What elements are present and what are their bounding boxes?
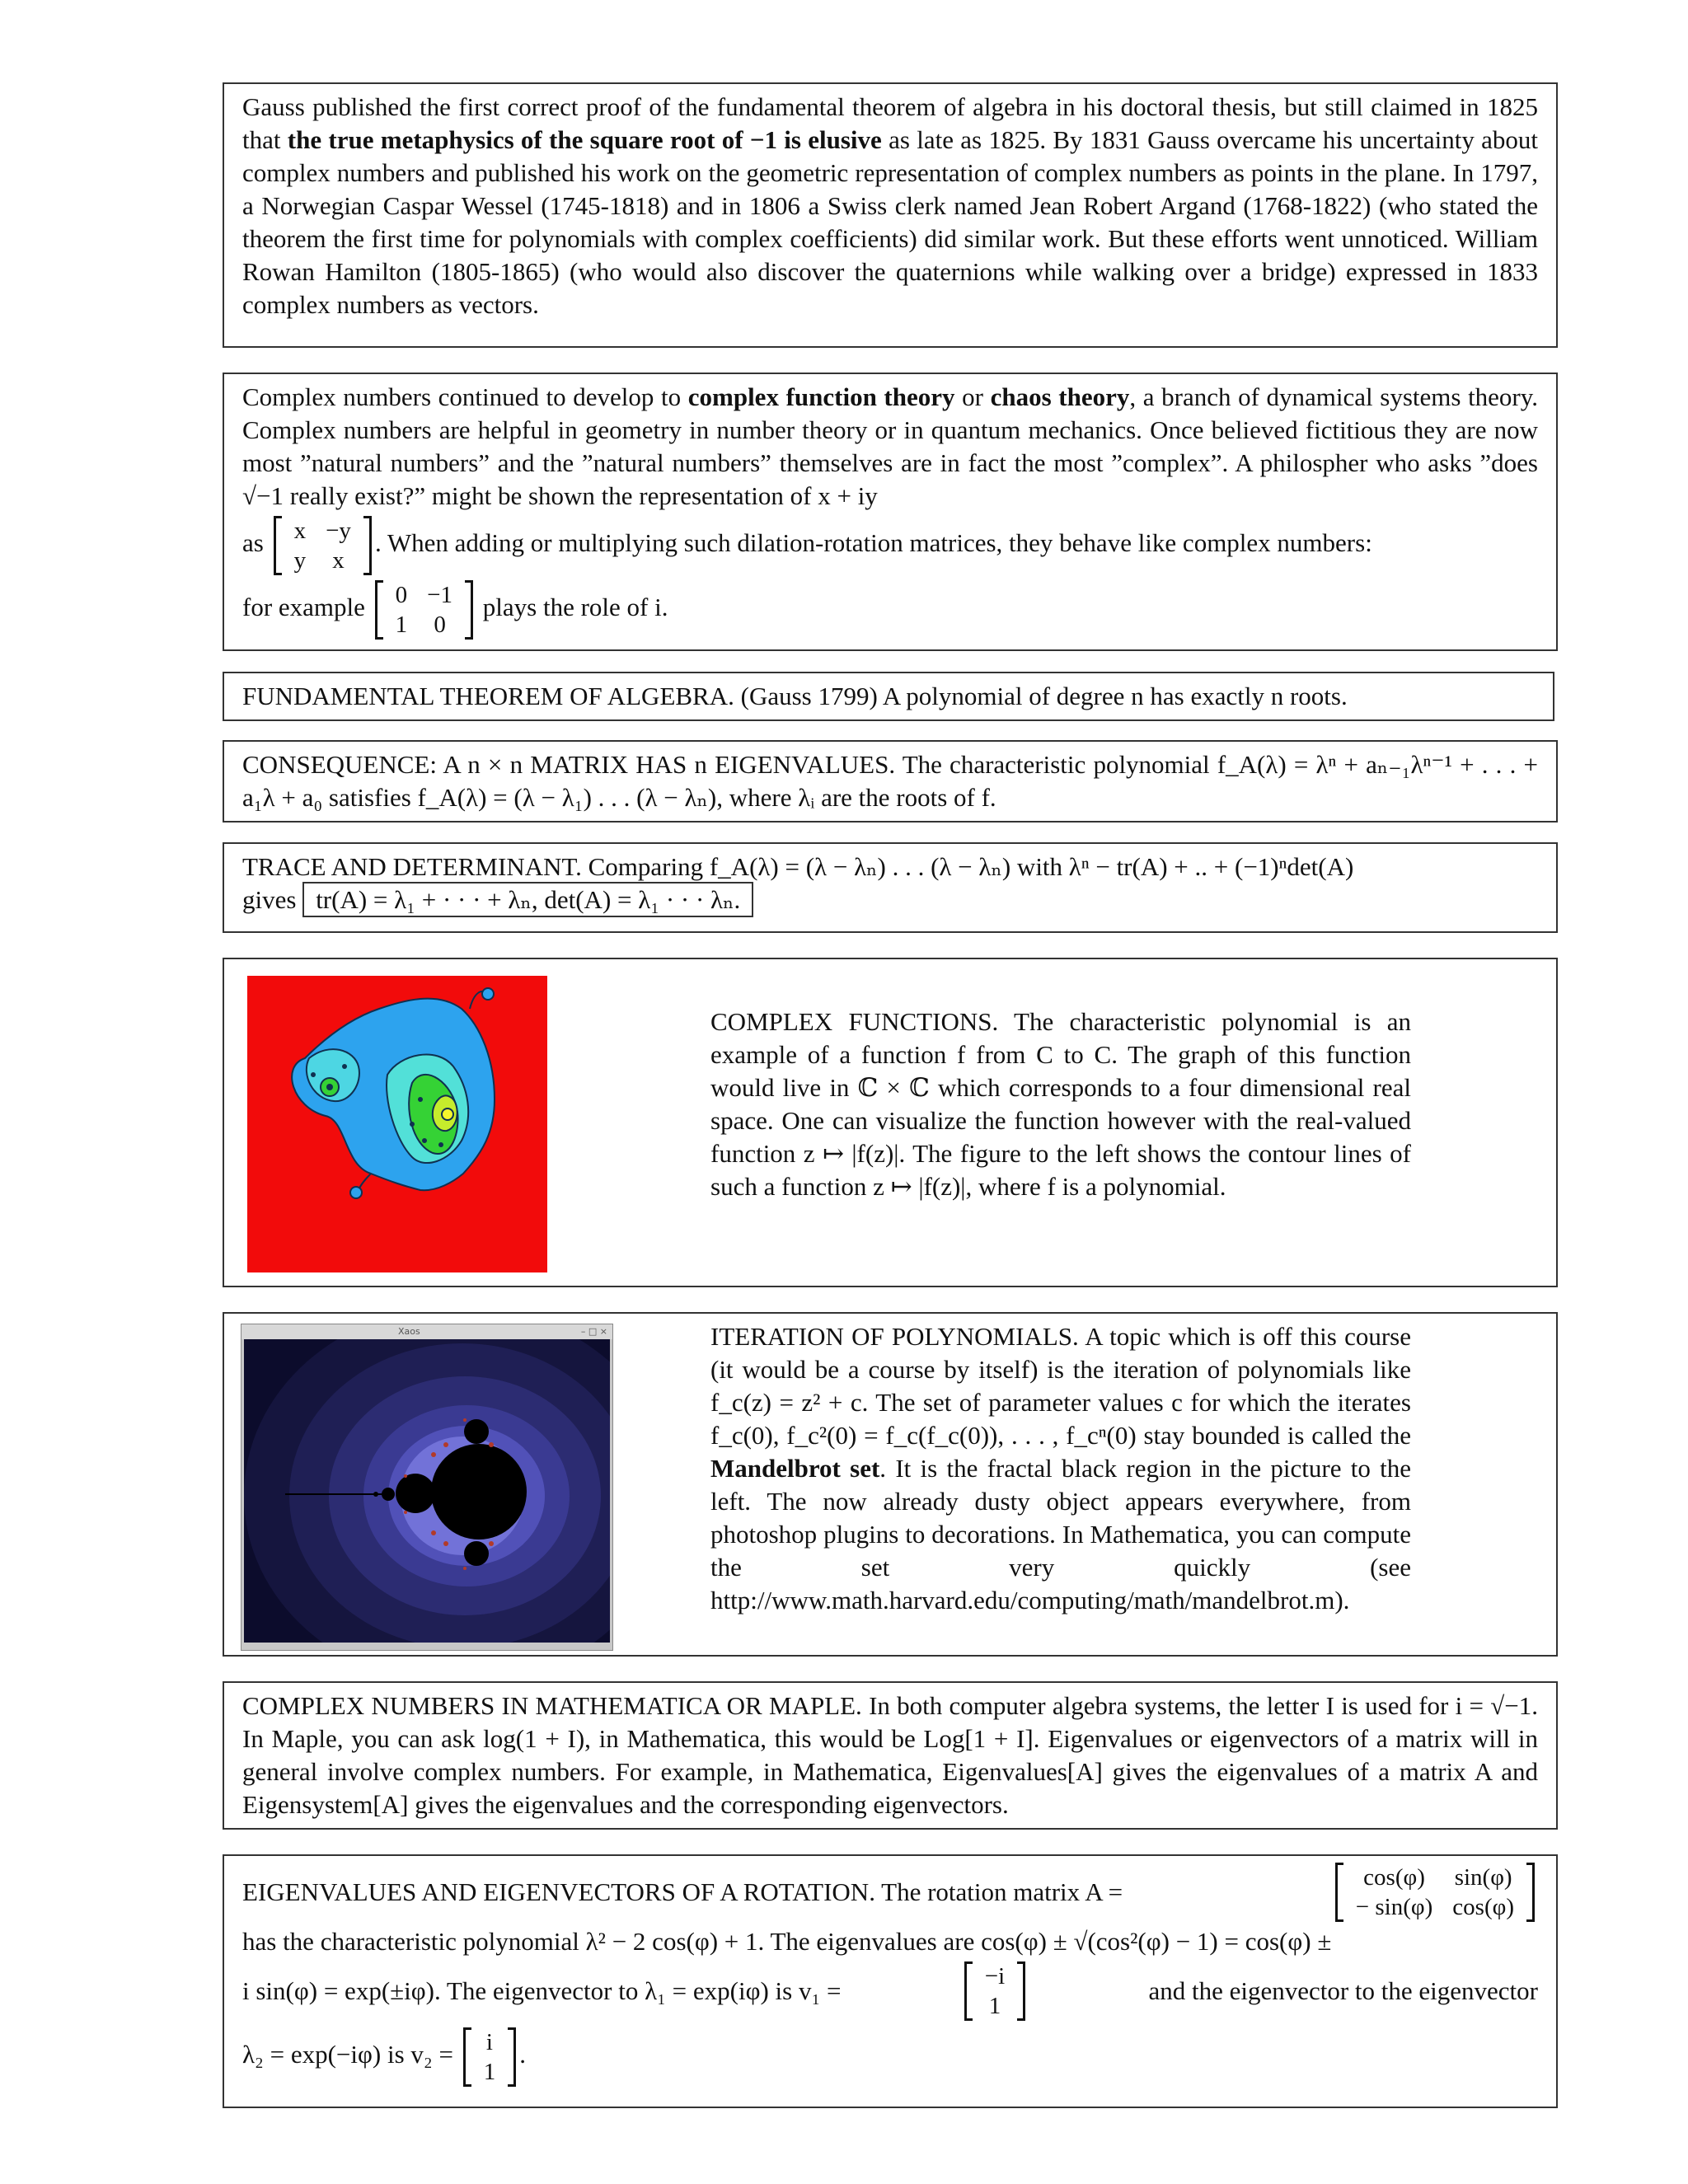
vector-v1: [975, 1961, 1015, 2021]
develop-text-5: plays the role of i.: [482, 593, 668, 622]
rotation-text-3: i sin(φ) = exp(±iφ). The eigenvector to λ₁ = exp(iφ) is v₁ =: [242, 1976, 842, 2005]
m1-cell: x: [332, 547, 345, 574]
rotation-matrix: [1335, 1863, 1535, 1922]
complex-functions-text: COMPLEX FUNCTIONS. The characteristic polynomial is an example of a function f from C to C. The graph of this function would live in ℂ × ℂ which corresponds to a four dimensional real space. One can visualize the function however with the real-valued function z ↦ |f(z)|. The figure to the left shows the contour lines of such a function z ↦ |f(z)|, where f is a polynomial.: [710, 1007, 1411, 1201]
dilation-rotation-matrix: [274, 516, 372, 575]
consequence-text: CONSEQUENCE: A n × n MATRIX HAS n EIGENVALUES. The characteristic polynomial f_A(λ) = λⁿ + aₙ₋₁λⁿ⁻¹ + . . . + a₁λ + a₀ satisfies f_A(λ) = (λ − λ₁) . . . (λ − λₙ), where λᵢ are the roots of f.: [242, 750, 1538, 812]
xaos-title: Xaos: [398, 1326, 420, 1337]
develop-text-2: or: [954, 382, 991, 411]
mA-cell: cos(φ): [1363, 1864, 1425, 1891]
develop-bold-2: chaos theory: [990, 382, 1130, 411]
m2-row: [386, 580, 462, 610]
m1-cell: −y: [326, 518, 351, 544]
m2-cell: 0: [395, 582, 408, 608]
m1-row: [284, 546, 361, 575]
rotation-text-2: has the characteristic polynomial λ² − 2 cos(φ) + 1. The eigenvalues are cos(φ) ± √(cos²(φ) − 1) = cos(φ) ±: [242, 1927, 1332, 1956]
iteration-text-2: . It is the fractal black region in the picture to the left. The now already dusty object appears everywhere, from photoshop plugins to decorations. In Mathematica, you can compute the set very quickly (see http://www.math.harvard.edu/computing/math/mandelbrot.m).: [710, 1454, 1411, 1615]
xaos-titlebar: [241, 1324, 612, 1339]
rotation-line-4: [242, 2027, 1538, 2087]
v1-row: [975, 1961, 1015, 1991]
matrix-a: [1346, 1863, 1524, 1922]
v2-cell: 1: [483, 2059, 496, 2085]
fta-box: [223, 672, 1554, 721]
i-matrix: [375, 580, 473, 640]
eigenvector-v1: [964, 1961, 1025, 2021]
rotation-text-4: and the eigenvector to the eigenvector: [1148, 1976, 1538, 2005]
develop-text-4: . When adding or multiplying such dilation-rotation matrices, they behave like complex numbers:: [374, 528, 1372, 558]
m1-cell: y: [293, 547, 307, 574]
gauss-bold: the true metaphysics of the square root of −1 is elusive: [287, 125, 882, 154]
mA-cell: cos(φ): [1452, 1894, 1514, 1920]
m2-cell: 0: [434, 612, 446, 638]
trace-det-formula: tr(A) = λ₁ + · · · + λₙ, det(A) = λ₁ · · · λₙ.: [302, 882, 753, 917]
m2-cell: −1: [427, 582, 453, 608]
fta-text: FUNDAMENTAL THEOREM OF ALGEBRA. (Gauss 1799) A polynomial of degree n has exactly n roots.: [242, 682, 1348, 710]
for-example-label: for example: [242, 593, 365, 622]
as-label: as: [242, 528, 264, 558]
rotation-text-6: .: [519, 2040, 526, 2069]
matrix-m1: [284, 516, 361, 575]
gives-label: gives: [242, 885, 297, 914]
rotation-box: [223, 1854, 1558, 2108]
xaos-controls[interactable]: – □ ×: [580, 1326, 607, 1337]
software-text: COMPLEX NUMBERS IN MATHEMATICA OR MAPLE. In both computer algebra systems, the letter I is used for i = √−1. In Maple, you can ask log(1 + I), in Mathematica, this would be Log[1 + I]. Eigenvalues or eigenvectors of a matrix will in general involve complex numbers. For example, in Mathematica, Eigenvalues[A] gives the eigenvalues of a matrix A and Eigensystem[A] gives the eigenvalues and the corresponding eigenvectors.: [242, 1691, 1538, 1819]
software-box: [223, 1681, 1558, 1830]
gauss-text-1: Gauss published the first correct proof of the fundamental theorem of algebra in his doctoral thesis, but still claimed in 1825 that: [242, 92, 1538, 154]
matrix-m2: [386, 580, 462, 640]
v1-cell: −i: [984, 1963, 1006, 1990]
iteration-box: [223, 1312, 1558, 1657]
gauss-history-box: [223, 82, 1558, 348]
example-line: [242, 580, 1538, 640]
xaos-window: [241, 1324, 613, 1651]
m1-row: [284, 516, 361, 546]
matrix-line: [242, 516, 1538, 575]
contour-plot-image: [247, 976, 547, 1272]
v2-cell: i: [485, 2029, 493, 2055]
develop-text-3: , a branch of dynamical systems theory. Complex numbers are helpful in geometry in number theory or in quantum mechanics. Once believed fictitious they are now most ”natural numbers” and the ”natural numbers” themselves are in fact the most ”complex”. A philospher who asks ”does √−1 really exist?” might be shown the representation of x + iy: [242, 382, 1538, 510]
eigenvector-v2: [463, 2027, 517, 2087]
complex-functions-box: [223, 958, 1558, 1287]
complex-development-box: [223, 373, 1558, 651]
develop-text-1: Complex numbers continued to develop to: [242, 382, 688, 411]
trace-line-2: [242, 883, 1538, 916]
v2-row: [474, 2027, 506, 2057]
mandelbrot-bold: Mandelbrot set: [710, 1454, 880, 1483]
mandelbrot-svg: [244, 1339, 610, 1643]
gauss-text-2: as late as 1825. By 1831 Gauss overcame his uncertainty about complex numbers and published his work on the geometric representation of complex numbers as points in the plane. In 1797, a Norwegian Caspar Wessel (1745-1818) and in 1806 a Swiss clerk named Jean Robert Argand (1768-1822) (who stated the theorem the first time for polynomials with complex coefficients) did similar work. But these efforts went unnoticed. William Rowan Hamilton (1805-1865) (who would also discover the quaternions while walking over a bridge) expressed in 1833 complex numbers as vectors.: [242, 125, 1538, 319]
consequence-box: [223, 740, 1558, 823]
rotation-text-5: λ₂ = exp(−iφ) is v₂ =: [242, 2040, 453, 2069]
v2-row: [474, 2057, 506, 2087]
mA-row: [1346, 1863, 1524, 1892]
trace-determinant-box: [223, 842, 1558, 933]
rotation-line-1: [242, 1863, 1538, 1922]
v1-row: [975, 1991, 1015, 2021]
vector-v2: [474, 2027, 506, 2087]
contour-plot-svg: [247, 976, 547, 1272]
iteration-text: [710, 1320, 1411, 1617]
rotation-line-3: [242, 1961, 1538, 2021]
mA-cell: − sin(φ): [1355, 1894, 1433, 1920]
mA-cell: sin(φ): [1454, 1864, 1512, 1891]
develop-bold-1: complex function theory: [687, 382, 955, 411]
rotation-text-1: EIGENVALUES AND EIGENVECTORS OF A ROTATION. The rotation matrix A =: [242, 1877, 1123, 1906]
m2-cell: 1: [395, 612, 408, 638]
mA-row: [1346, 1892, 1524, 1922]
v1-cell: 1: [988, 1993, 1001, 2019]
m1-cell: x: [293, 518, 307, 544]
m2-row: [386, 610, 462, 640]
iteration-text-1: ITERATION OF POLYNOMIALS. A topic which is off this course (it would be a course by itself) is the iteration of polynomials like f_c(z) = z² + c. The set of parameter values c for which the iterates f_c(0), f_c²(0) = f_c(f_c(0)), . . . , f_cⁿ(0) stay bounded is called the: [710, 1322, 1411, 1450]
trace-line-1: TRACE AND DETERMINANT. Comparing f_A(λ) = (λ − λₙ) . . . (λ − λₙ) with λⁿ − tr(A) + .. + (−1)ⁿdet(A): [242, 852, 1354, 881]
